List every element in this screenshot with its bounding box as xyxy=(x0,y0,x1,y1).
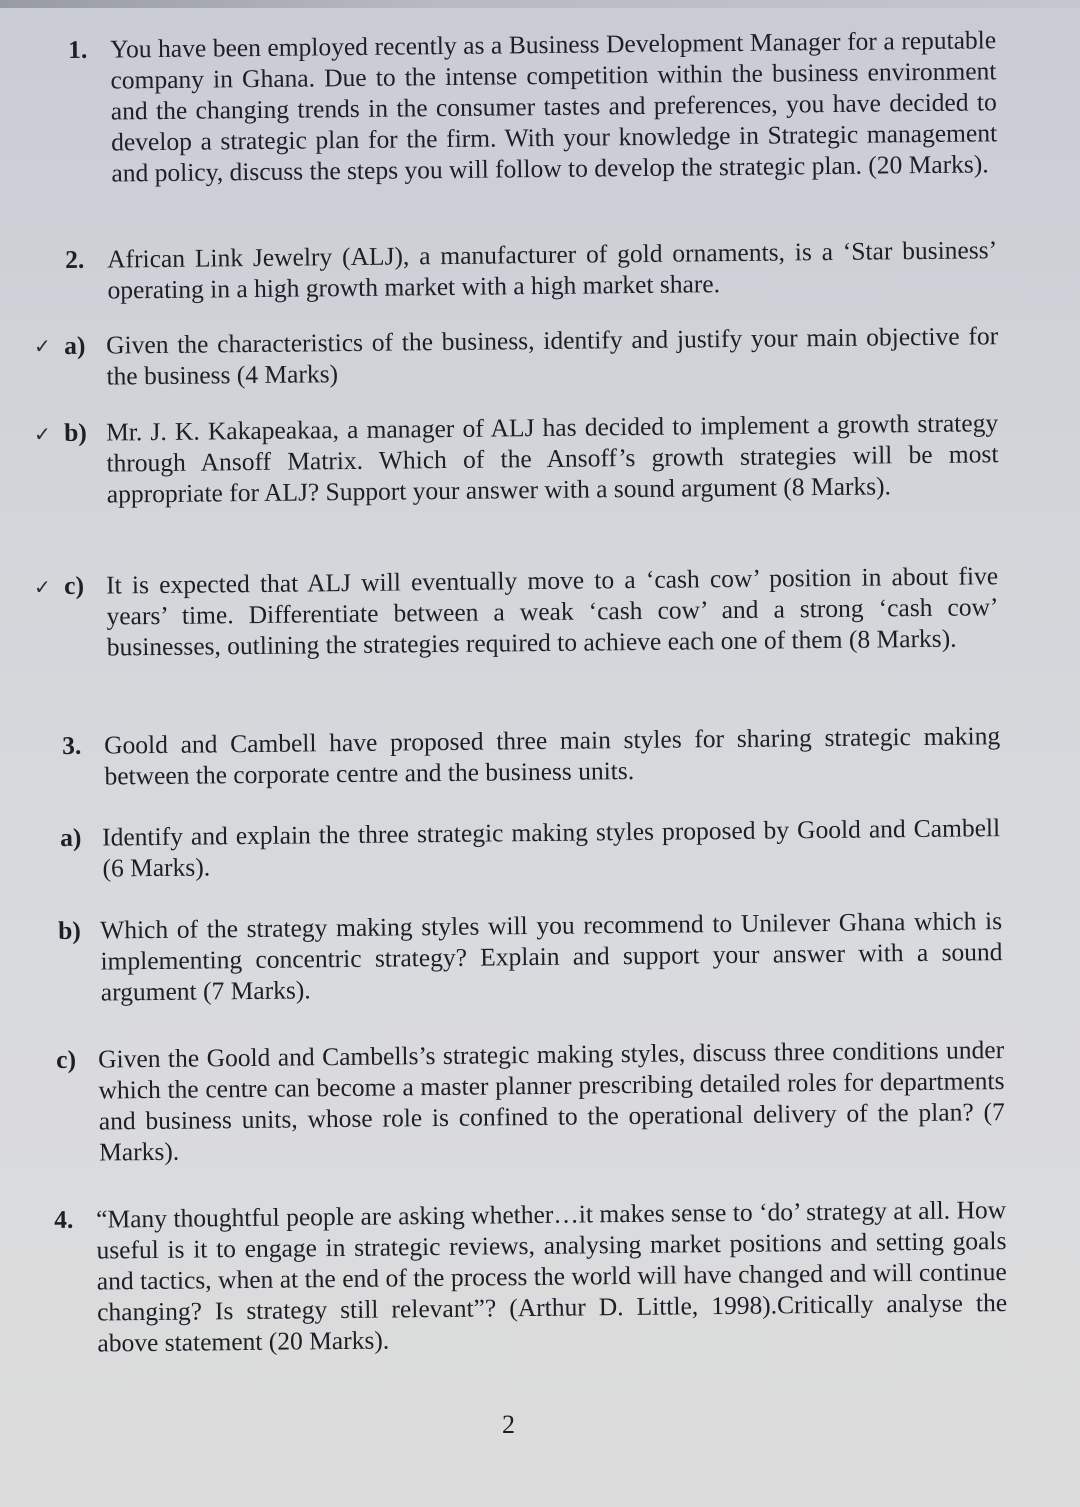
question-2a xyxy=(64,320,999,392)
question-2b xyxy=(64,407,999,510)
question-2c-label: c) xyxy=(64,570,85,600)
question-3b-label: b) xyxy=(58,915,82,945)
question-2a-text: Given the characteristics of the business, identify and justify your main objective for the business (4 Marks) xyxy=(106,321,999,391)
question-3b-text: Which of the strategy making styles will you recommend to Unilever Ghana which is implementing concentric strategy? Explain and support your answer with a sound argument (7 Marks). xyxy=(100,906,1003,1007)
question-1-number: 1. xyxy=(68,34,88,64)
question-3c-text: Given the Goold and Cambells’s strategic making styles, discuss three conditions under which the centre can become a master planner prescribing detailed roles for departments and business units, whose role is confined to the operational delivery of the plan? (7 Marks). xyxy=(98,1035,1005,1167)
question-2a-label: a) xyxy=(64,330,86,360)
question-4-text: “Many thoughtful people are asking whether…it makes sense to ‘do’ strategy at all. How useful is it to engage in strategic reviews, analysing market positions and setting goals and tactics, when at the end of the process the world will have changed and will continue changing? Is strategy still relevant”? (Arthur D. Little, 1998).Critically analyse the above statement (20 Marks). xyxy=(96,1195,1008,1358)
question-2c xyxy=(64,560,999,663)
question-3-number: 3. xyxy=(62,730,82,760)
check-mark-icon: ✓ xyxy=(34,575,51,599)
question-sheet xyxy=(34,22,1040,1482)
question-1 xyxy=(68,24,998,189)
question-3c xyxy=(56,1034,1005,1168)
question-2-text: African Link Jewelry (ALJ), a manufacturer of gold ornaments, is a ‘Star business’ operating in a high growth market with a high market share. xyxy=(107,235,998,305)
question-3 xyxy=(62,720,1001,792)
question-4-number: 4. xyxy=(54,1204,74,1234)
question-2b-text: Mr. J. K. Kakapeakaa, a manager of ALJ has decided to implement a growth strategy through Ansoff Matrix. Which of the Ansoff’s growth strategies will be most appropriate for ALJ? Support your answer with a sound argument (8 Marks). xyxy=(106,408,999,509)
question-3-text: Goold and Cambell have proposed three main styles for sharing strategic making between the corporate centre and the business units. xyxy=(104,721,1001,791)
check-mark-icon: ✓ xyxy=(34,422,51,446)
check-mark-icon: ✓ xyxy=(34,334,51,358)
question-1-text: You have been employed recently as a Business Development Manager for a reputable company in Ghana. Due to the intense competition within the business environment and the changing trends in the consumer tastes and preferences, you have decided to develop a strategic plan for the firm. With your knowledge in Strategic management and policy, discuss the steps you will follow to develop the strategic plan. (20 Marks). xyxy=(110,25,998,188)
question-2c-text: It is expected that ALJ will eventually move to a ‘cash cow’ position in about five years’ time. Differentiate between a weak ‘cash cow’ and a strong ‘cash cow’ businesses, outlining the strategies required to achieve each one of them (8 Marks). xyxy=(106,561,999,662)
question-3a-label: a) xyxy=(60,822,82,852)
page-number: 2 xyxy=(502,1410,515,1439)
question-2 xyxy=(65,234,998,306)
question-3c-label: c) xyxy=(56,1044,77,1074)
question-2b-label: b) xyxy=(64,417,88,447)
question-3a xyxy=(60,812,1001,884)
page-top-edge xyxy=(0,0,1080,8)
question-4 xyxy=(54,1194,1008,1359)
question-2-number: 2. xyxy=(65,244,85,274)
question-3a-text: Identify and explain the three strategic making styles proposed by Goold and Cambell (6 Marks). xyxy=(102,813,1001,883)
question-3b xyxy=(58,905,1003,1008)
